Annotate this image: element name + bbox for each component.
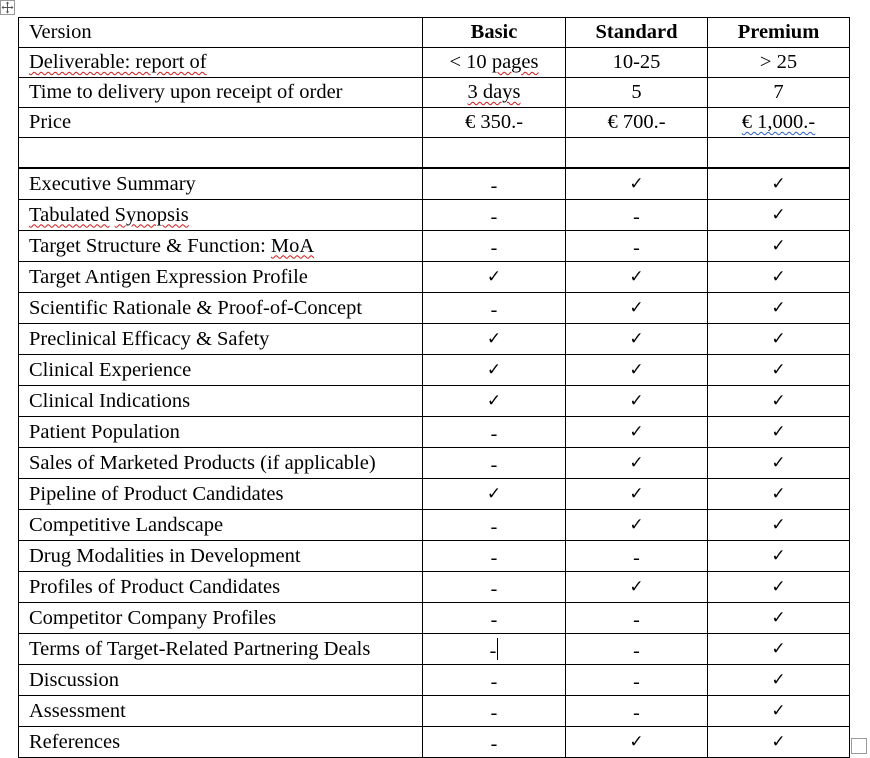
- table-cell[interactable]: [423, 138, 566, 169]
- feature-label[interactable]: Target Structure & Function: MoA: [19, 231, 423, 262]
- feature-row: [19, 696, 850, 727]
- feature-row: [19, 634, 850, 665]
- feature-cell-basic[interactable]: [423, 541, 566, 572]
- header-basic[interactable]: Basic: [423, 18, 566, 48]
- feature-cell-standard[interactable]: [566, 634, 708, 665]
- check-mark-icon: ✓: [771, 236, 786, 256]
- feature-cell-premium[interactable]: [708, 727, 850, 758]
- feature-cell-basic[interactable]: [423, 448, 566, 479]
- dash-mark: -: [489, 639, 497, 662]
- check-mark-icon: ✓: [771, 701, 786, 721]
- feature-cell-basic[interactable]: [423, 168, 566, 200]
- table-cell[interactable]: [566, 138, 708, 169]
- check-mark-icon: ✓: [486, 267, 502, 287]
- table-cell[interactable]: [423, 78, 566, 108]
- feature-cell-standard[interactable]: [566, 448, 708, 479]
- feature-cell-standard[interactable]: [566, 417, 708, 448]
- feature-cell-premium[interactable]: [708, 448, 850, 479]
- feature-cell-premium[interactable]: [708, 634, 850, 665]
- feature-cell-basic[interactable]: [423, 231, 566, 262]
- dash-mark: -: [490, 608, 498, 631]
- check-mark-icon: ✓: [771, 608, 786, 628]
- check-mark-icon: ✓: [629, 484, 644, 504]
- feature-row: [19, 665, 850, 696]
- feature-cell-basic[interactable]: [423, 665, 566, 696]
- feature-label[interactable]: Clinical Experience: [19, 355, 423, 386]
- feature-cell-standard[interactable]: [566, 510, 708, 541]
- feature-row: [19, 603, 850, 634]
- feature-row: [19, 262, 850, 293]
- dash-mark: -: [490, 205, 498, 228]
- feature-label[interactable]: Discussion: [19, 665, 423, 696]
- dash-mark: -: [490, 670, 498, 693]
- info-row-delivery-time: [19, 78, 850, 108]
- check-mark-icon: ✓: [771, 422, 786, 442]
- check-mark-icon: ✓: [629, 329, 644, 349]
- feature-cell-standard[interactable]: [566, 168, 708, 200]
- dash-mark: -: [490, 577, 498, 600]
- feature-cell-basic[interactable]: [423, 634, 566, 665]
- feature-row: [19, 324, 850, 355]
- feature-label[interactable]: Drug Modalities in Development: [19, 541, 423, 572]
- check-mark-icon: ✓: [629, 174, 644, 194]
- feature-cell-standard[interactable]: [566, 541, 708, 572]
- feature-row: [19, 200, 850, 231]
- check-mark-icon: ✓: [771, 732, 786, 752]
- feature-cell-standard[interactable]: [566, 479, 708, 510]
- check-mark-icon: ✓: [486, 484, 502, 504]
- misspelled-word: Tabulated: [29, 203, 110, 226]
- feature-row: [19, 417, 850, 448]
- feature-cell-basic[interactable]: [423, 479, 566, 510]
- feature-label[interactable]: Competitor Company Profiles: [19, 603, 423, 634]
- feature-cell-standard[interactable]: [566, 603, 708, 634]
- table-cell[interactable]: Time to delivery upon receipt of order: [19, 78, 423, 108]
- header-premium[interactable]: Premium: [708, 18, 850, 48]
- check-mark-icon: ✓: [629, 267, 644, 287]
- table-move-handle[interactable]: [0, 0, 15, 15]
- check-mark-icon: ✓: [486, 391, 502, 411]
- feature-row: [19, 293, 850, 324]
- feature-row: [19, 479, 850, 510]
- move-arrows-icon: [1, 1, 14, 14]
- feature-label[interactable]: Preclinical Efficacy & Safety: [19, 324, 423, 355]
- check-mark-icon: ✓: [771, 298, 786, 318]
- feature-cell-standard[interactable]: [566, 727, 708, 758]
- feature-cell-standard[interactable]: [566, 665, 708, 696]
- check-mark-icon: ✓: [771, 484, 786, 504]
- dash-mark: -: [490, 546, 498, 569]
- feature-cell-standard[interactable]: [566, 386, 708, 417]
- table-cell[interactable]: € 350.-: [423, 108, 566, 138]
- table-cell[interactable]: > 25: [708, 48, 850, 78]
- table-cell[interactable]: < 10 pages: [423, 48, 566, 78]
- dash-mark: -: [633, 701, 640, 724]
- check-mark-icon: ✓: [771, 391, 786, 411]
- table-cell[interactable]: [708, 138, 850, 169]
- feature-cell-standard[interactable]: [566, 696, 708, 727]
- feature-label[interactable]: Assessment: [19, 696, 423, 727]
- dash-mark: -: [490, 515, 498, 538]
- feature-row: [19, 541, 850, 572]
- check-mark-icon: ✓: [771, 267, 786, 287]
- feature-cell-basic[interactable]: [423, 324, 566, 355]
- table-cell[interactable]: 7: [708, 78, 850, 108]
- feature-cell-premium[interactable]: [708, 386, 850, 417]
- info-row-deliverable: [19, 48, 850, 78]
- feature-cell-premium[interactable]: [708, 355, 850, 386]
- feature-label[interactable]: Profiles of Product Candidates: [19, 572, 423, 603]
- dash-mark: -: [633, 205, 640, 228]
- table-cell[interactable]: [19, 138, 423, 169]
- check-mark-icon: ✓: [771, 639, 786, 659]
- misspelled-word: Synopsis: [114, 203, 189, 226]
- feature-cell-premium[interactable]: [708, 262, 850, 293]
- feature-row: [19, 727, 850, 758]
- feature-cell-premium[interactable]: [708, 665, 850, 696]
- feature-cell-basic[interactable]: [423, 200, 566, 231]
- feature-rows: [19, 168, 850, 758]
- dash-mark: -: [633, 639, 640, 662]
- dash-mark: -: [633, 546, 640, 569]
- check-mark-icon: ✓: [771, 577, 786, 597]
- check-mark-icon: ✓: [771, 174, 786, 194]
- feature-cell-premium[interactable]: [708, 479, 850, 510]
- dash-mark: -: [490, 174, 498, 197]
- feature-cell-basic[interactable]: [423, 355, 566, 386]
- table-cell[interactable]: [708, 108, 850, 138]
- dash-mark: -: [490, 298, 498, 321]
- feature-cell-premium[interactable]: [708, 541, 850, 572]
- feature-cell-standard[interactable]: [566, 355, 708, 386]
- empty-separator-row: [19, 138, 850, 169]
- table-cell[interactable]: € 700.-: [566, 108, 708, 138]
- feature-cell-standard[interactable]: [566, 262, 708, 293]
- info-row-price: [19, 108, 850, 138]
- check-mark-icon: ✓: [629, 732, 644, 752]
- check-mark-icon: ✓: [771, 670, 786, 690]
- feature-cell-standard[interactable]: [566, 293, 708, 324]
- feature-label[interactable]: Target Antigen Expression Profile: [19, 262, 423, 293]
- cell-text: pages: [491, 51, 539, 73]
- table-cell[interactable]: 5: [566, 78, 708, 108]
- feature-row: [19, 448, 850, 479]
- feature-cell-basic[interactable]: [423, 386, 566, 417]
- pricing-comparison-table: [18, 17, 850, 758]
- feature-cell-premium[interactable]: [708, 603, 850, 634]
- feature-cell-basic[interactable]: [423, 293, 566, 324]
- check-mark-icon: ✓: [629, 360, 644, 380]
- table-cell[interactable]: Price: [19, 108, 423, 138]
- misspelled-word: MoA: [270, 234, 315, 257]
- feature-cell-standard[interactable]: [566, 231, 708, 262]
- check-mark-icon: ✓: [629, 577, 644, 597]
- check-mark-icon: ✓: [629, 422, 644, 442]
- feature-cell-premium[interactable]: [708, 696, 850, 727]
- dash-mark: -: [490, 453, 498, 476]
- check-mark-icon: ✓: [629, 391, 644, 411]
- feature-label[interactable]: [19, 200, 423, 231]
- cell-text: € 1,000.-: [741, 111, 816, 133]
- feature-row: [19, 168, 850, 200]
- check-mark-icon: ✓: [629, 515, 644, 535]
- check-mark-icon: ✓: [771, 205, 786, 225]
- feature-cell-premium[interactable]: [708, 231, 850, 262]
- check-mark-icon: ✓: [771, 329, 786, 349]
- table-resize-handle[interactable]: [851, 738, 867, 754]
- check-mark-icon: ✓: [629, 453, 644, 473]
- feature-label[interactable]: Pipeline of Product Candidates: [19, 479, 423, 510]
- table-header-row: [19, 18, 850, 48]
- feature-label[interactable]: Competitive Landscape: [19, 510, 423, 541]
- feature-row: [19, 355, 850, 386]
- check-mark-icon: ✓: [629, 298, 644, 318]
- cell-text: 3 days: [467, 81, 521, 103]
- feature-label[interactable]: Scientific Rationale & Proof-of-Concept: [19, 293, 423, 324]
- feature-label[interactable]: Executive Summary: [19, 168, 423, 200]
- feature-cell-standard[interactable]: [566, 572, 708, 603]
- feature-label[interactable]: Patient Population: [19, 417, 423, 448]
- dash-mark: -: [490, 701, 498, 724]
- feature-cell-basic[interactable]: [423, 262, 566, 293]
- check-mark-icon: ✓: [486, 360, 502, 380]
- feature-row: [19, 231, 850, 262]
- dash-mark: -: [633, 236, 640, 259]
- dash-mark: -: [633, 608, 640, 631]
- feature-row: [19, 572, 850, 603]
- feature-cell-standard[interactable]: [566, 324, 708, 355]
- table-cell[interactable]: 10-25: [566, 48, 708, 78]
- feature-cell-basic[interactable]: [423, 572, 566, 603]
- dash-mark: -: [633, 670, 640, 693]
- check-mark-icon: ✓: [486, 329, 502, 349]
- feature-cell-premium[interactable]: [708, 417, 850, 448]
- feature-label[interactable]: Terms of Target-Related Partnering Deals: [19, 634, 423, 665]
- feature-cell-premium[interactable]: [708, 200, 850, 231]
- check-mark-icon: ✓: [771, 453, 786, 473]
- feature-label[interactable]: References: [19, 727, 423, 758]
- feature-cell-premium[interactable]: [708, 510, 850, 541]
- check-mark-icon: ✓: [771, 515, 786, 535]
- dash-mark: -: [490, 732, 498, 755]
- header-version[interactable]: Version: [19, 18, 423, 48]
- feature-cell-basic[interactable]: [423, 696, 566, 727]
- feature-cell-premium[interactable]: [708, 293, 850, 324]
- feature-cell-basic[interactable]: [423, 510, 566, 541]
- feature-label[interactable]: Clinical Indications: [19, 386, 423, 417]
- feature-label[interactable]: Sales of Marketed Products (if applicable): [19, 448, 423, 479]
- dash-mark: -: [490, 236, 498, 259]
- feature-cell-premium[interactable]: [708, 168, 850, 200]
- feature-row: [19, 510, 850, 541]
- cell-text: Deliverable: report of: [29, 51, 207, 73]
- table-cell[interactable]: [19, 48, 423, 78]
- feature-cell-basic[interactable]: [423, 603, 566, 634]
- feature-row: [19, 386, 850, 417]
- check-mark-icon: ✓: [771, 546, 786, 566]
- header-standard[interactable]: Standard: [566, 18, 708, 48]
- feature-cell-basic[interactable]: [423, 417, 566, 448]
- feature-cell-premium[interactable]: [708, 572, 850, 603]
- dash-mark: -: [490, 422, 498, 445]
- check-mark-icon: ✓: [771, 360, 786, 380]
- text-cursor: [497, 638, 498, 660]
- feature-cell-basic[interactable]: [423, 727, 566, 758]
- feature-cell-standard[interactable]: [566, 200, 708, 231]
- feature-cell-premium[interactable]: [708, 324, 850, 355]
